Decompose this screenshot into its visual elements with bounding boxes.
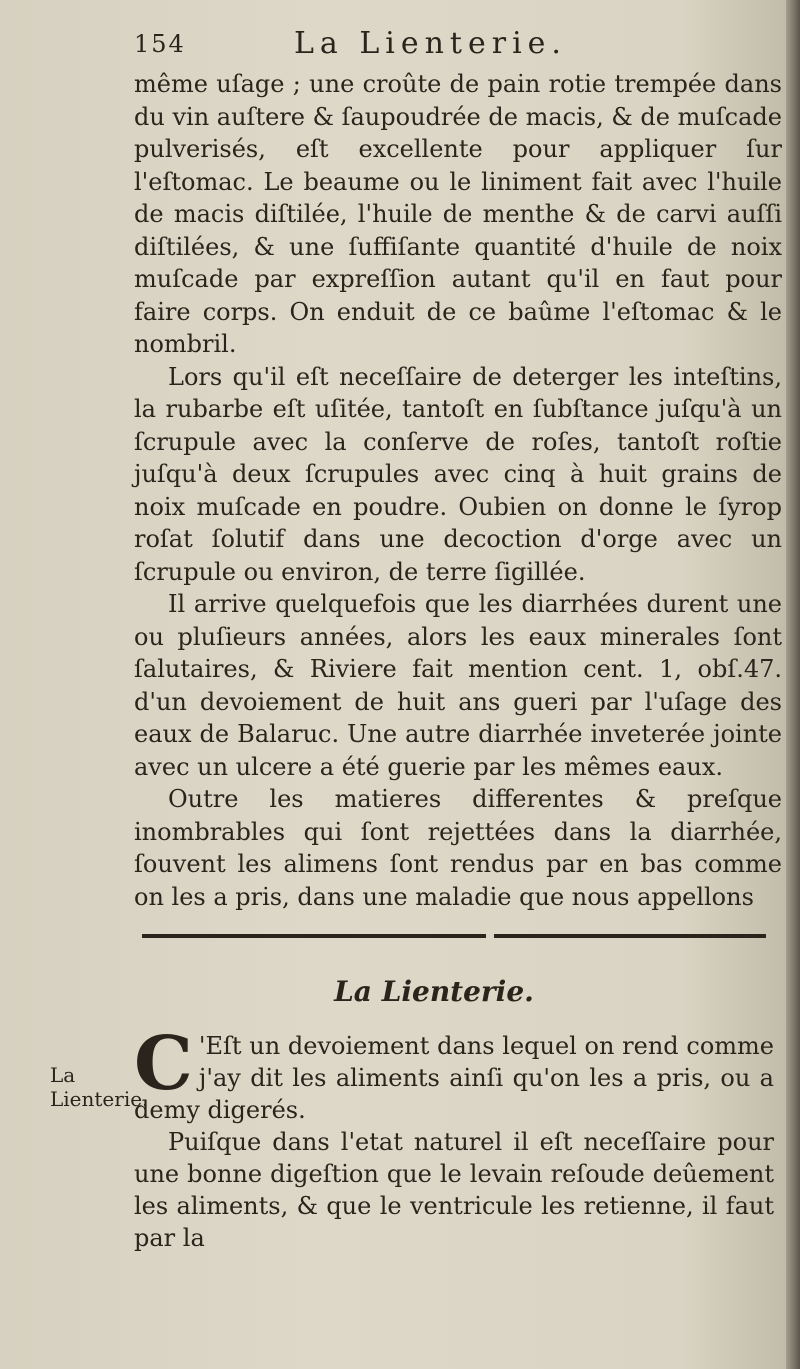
- paragraph: [134, 1021, 774, 1126]
- page-number: 154: [134, 30, 186, 58]
- drop-cap: C: [134, 1021, 193, 1107]
- section-text: [134, 1021, 774, 1254]
- main-text: [134, 68, 782, 913]
- section-divider-left: [142, 934, 486, 938]
- running-title: La Lienterie.: [294, 26, 567, 61]
- paragraph: Lors qu'il eſt neceſſaire de deterger les inteſtins, la rubarbe eſt uſitée, tantoſt en ſubſtance juſqu'à un ſcrupule avec la conſerve de roſes, tantoſt roſtie juſqu'à deux ſcrupules avec cinq à huit grains de noix muſcade en poudre. Oubien on donne le ſyrop roſat ſolutif dans une decoction d'orge avec un ſcrupule ou environ, de terre ſigillée.: [134, 362, 782, 586]
- margin-note: La Lienterie.: [50, 1063, 149, 1111]
- section-title: La Lienterie.: [334, 975, 534, 1008]
- paragraph: même uſage ; une croûte de pain rotie trempée dans du vin auſtere & ſaupoudrée de macis, & de muſcade pulverisés, eſt excellente pour appliquer ſur l'eſtomac. Le beaume ou le liniment fait avec l'huile de macis diſtilée, l'huile de menthe & de carvi auſſi diſtilées, & une ſuffiſante quantité d'huile de noix muſcade par expreſſion autant qu'il en faut pour faire corps. On enduit de ce baûme l'eſtomac & le nombril.: [134, 70, 782, 358]
- section-divider-right: [494, 934, 766, 938]
- paragraph: Puiſque dans l'etat naturel il eſt neceſſaire pour une bonne digeſtion que le levain reſoude deûement les aliments, & que le ventricule les retienne, il faut par la: [134, 1128, 774, 1252]
- paragraph: Il arrive quelquefois que les diarrhées durent une ou pluſieurs années, alors les eaux minerales ſont ſalutaires, & Riviere fait mention cent. 1, obſ.47. d'un devoiement de huit ans gueri par l'uſage des eaux de Balaruc. Une autre diarrhée inveterée jointe avec un ulcere a été guerie par les mêmes eaux.: [134, 590, 782, 781]
- page-edge-shadow: [786, 0, 800, 1369]
- paragraph: Outre les matieres differentes & preſque inombrables qui ſont rejettées dans la diarrhée, ſouvent les alimens ſont rendus par en bas comme on les a pris, dans une maladie que nous appellons: [134, 785, 782, 911]
- paragraph-text: 'Eſt un devoiement dans lequel on rend comme j'ay dit les aliments ainſi qu'on les a pris, ou a demy digerés.: [134, 1032, 774, 1124]
